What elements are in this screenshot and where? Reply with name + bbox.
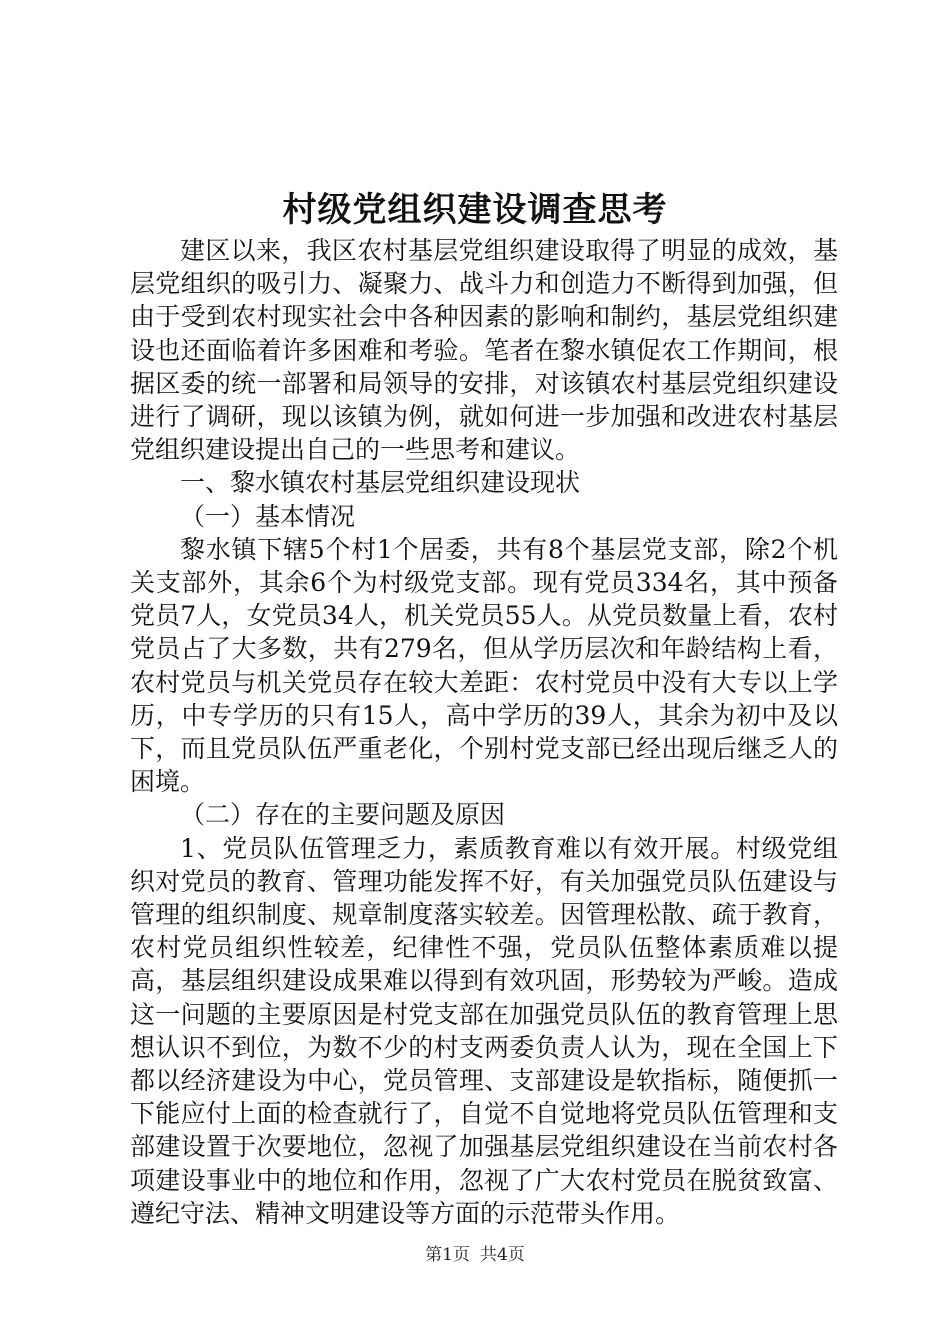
document-title: 村级党组织建设调查思考 <box>282 190 668 230</box>
page-footer <box>0 1244 950 1266</box>
subsection-heading-problems: （二）存在的主要问题及原因 <box>180 800 506 830</box>
problem-1-paragraph: 1、党员队伍管理乏力，素质教育难以有效开展。村级党组织对党员的教育、管理功能发挥不好，有关加强党员队伍建设与管理的组织制度、规章制度落实较差。因管理松散、疏于教育，农村党员组织性较差，纪律性不强，党员队伍整体素质难以提高，基层组织建设成果难以得到有效巩固，形势较为严峻。造成这一问题的主要原因是村党支部在加强党员队伍的教育管理上思想认识不到位，为数不少的村支两委负责人认为，现在全国上下都以经济建设为中心，党员管理、支部建设是软指标，随便抓一下能应付上面的检查就行了，自觉不自觉地将党员队伍管理和支部建设置于次要地位，忽视了加强基层党组织建设在当前农村各项建设事业中的地位和作用，忽视了广大农村党员在脱贫致富、遵纪守法、精神文明建设等方面的示范带头作用。 <box>130 833 838 1228</box>
basic-info-paragraph: 黎水镇下辖5个村1个居委，共有8个基层党支部，除2个机关支部外，其余6个为村级党支部。现有党员334名，其中预备党员7人，女党员34人，机关党员55人。从党员数量上看，农村党员占了大多数，共有279名，但从学历层次和年龄结构上看，农村党员与机关党员存在较大差距：农村党员中没有大专以上学历，中专学历的只有15人，高中学历的39人，其余为初中及以下，而且党员队伍严重老化，个别村党支部已经出现后继乏人的困境。 <box>130 534 838 797</box>
subsection-heading-basic-info: （一）基本情况 <box>180 501 356 531</box>
document-body <box>130 234 838 1230</box>
intro-paragraph: 建区以来，我区农村基层党组织建设取得了明显的成效，基层党组织的吸引力、凝聚力、战斗力和创造力不断得到加强，但由于受到农村现实社会中各种因素的影响和制约，基层党组织建设也还面临着许多困难和考验。笔者在黎水镇促农工作期间，根据区委的统一部署和局领导的安排，对该镇农村基层党组织建设进行了调研，现以该镇为例，就如何进一步加强和改进农村基层党组织建设提出自己的一些思考和建议。 <box>130 236 838 465</box>
page-number: 第1页 <box>425 1245 470 1265</box>
section-heading-status: 一、黎水镇农村基层党组织建设现状 <box>180 468 581 498</box>
page-total: 共4页 <box>480 1245 525 1265</box>
